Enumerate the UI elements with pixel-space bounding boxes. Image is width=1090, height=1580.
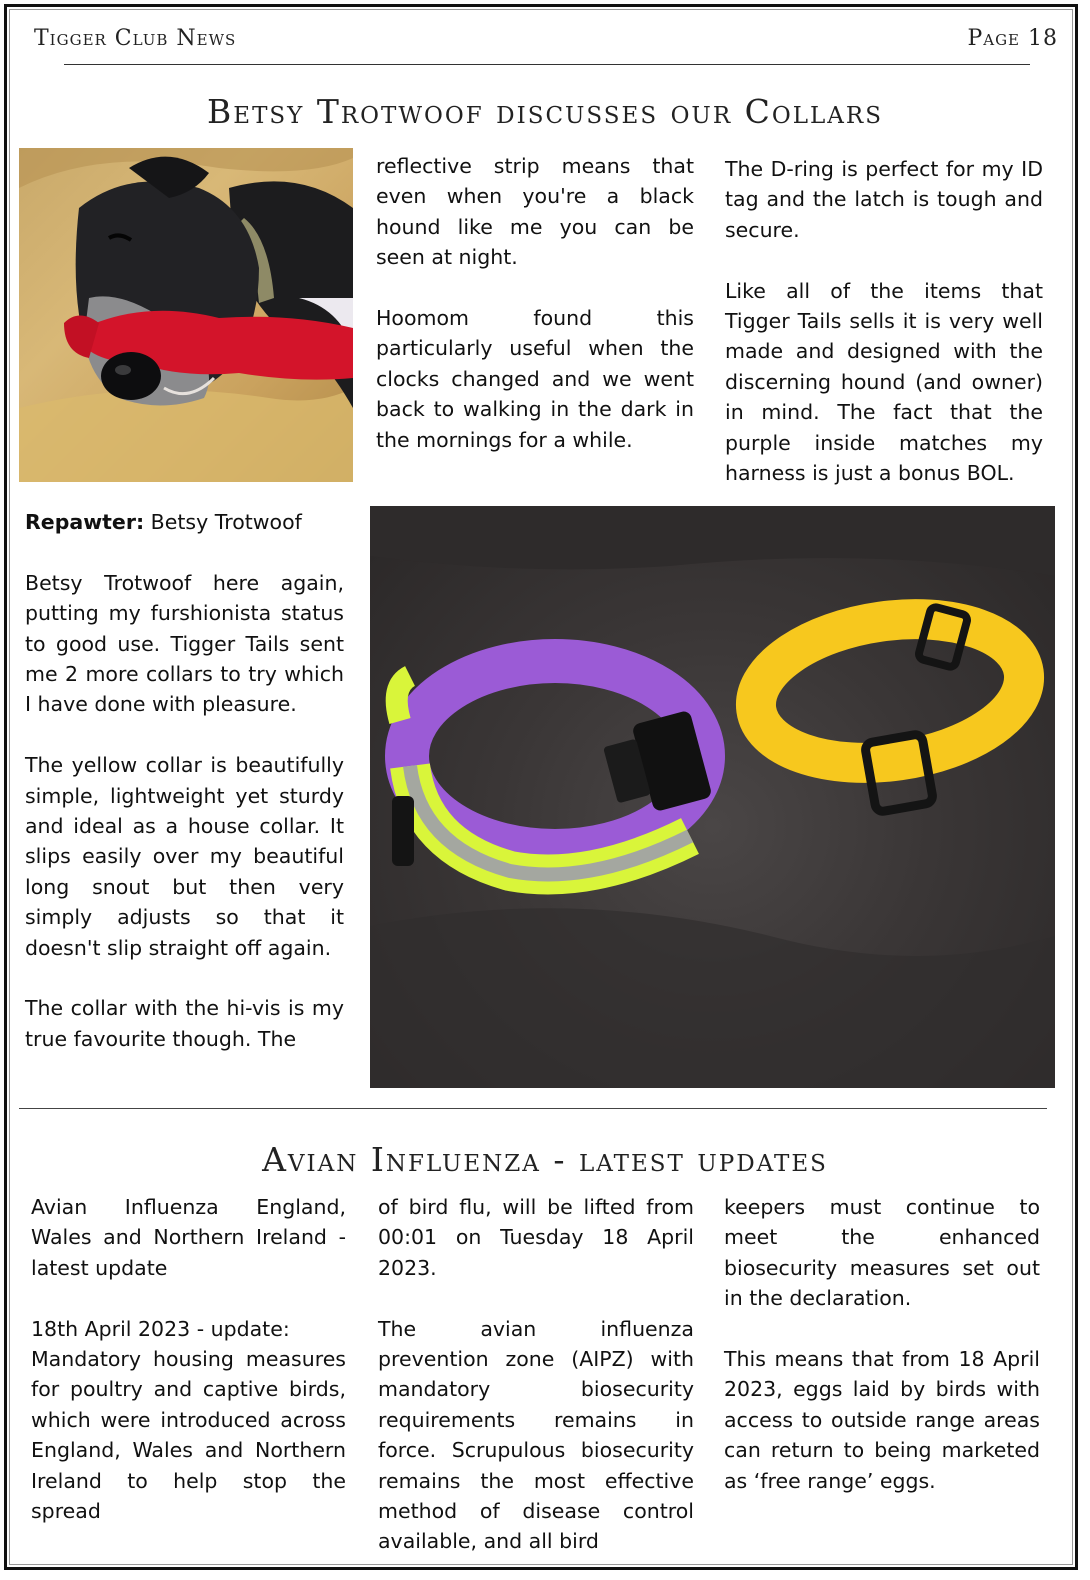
article1-column-3 (725, 154, 1043, 488)
article2-col1-para-2: 18th April 2023 - update: (31, 1316, 290, 1341)
page-number: Page 18 (967, 26, 1058, 51)
article2-column-3 (724, 1192, 1040, 1496)
article1-col1-para-2: The yellow collar is beautifully simple, lightweight yet sturdy and ideal as a house collar. It slips easily over my beautiful long snout but then very simply adjusts so that it doesn't slip straight off again. (25, 753, 344, 960)
article1-column-1 (25, 507, 344, 1054)
byline-name: Betsy Trotwoof (144, 510, 302, 534)
article2-col1-para-3: Mandatory housing measures for poultry and captive birds, which were introduced across England, Wales and Northern Ireland to help stop the spread (31, 1347, 346, 1524)
article2-column-2 (378, 1192, 694, 1557)
article2-col1-para-1: Avian Influenza England, Wales and Northern Ireland - latest update (31, 1195, 346, 1280)
article1-col1-para-3: The collar with the hi-vis is my true favourite though. The (25, 996, 344, 1051)
article1-col2-para-1: reflective strip means that even when you're a black hound like me you can be seen at night. (376, 154, 694, 270)
article2-col3-para-2: This means that from 18 April 2023, eggs laid by birds with access to outside range areas can return to being marketed as ‘free range’ eggs. (724, 1347, 1040, 1493)
article1-col2-para-2: Hoomom found this particularly useful when the clocks changed and we went back to walking in the dark in the mornings for a while. (376, 306, 694, 452)
article2-col3-para-1: keepers must continue to meet the enhanced biosecurity measures set out in the declaration. (724, 1195, 1040, 1311)
byline (25, 507, 344, 537)
article1-col3-para-1: The D-ring is perfect for my ID tag and the latch is tough and secure. (725, 157, 1043, 242)
article1-column-2 (376, 151, 694, 455)
article2-col2-para-1: of bird flu, will be lifted from 00:01 on Tuesday 18 April 2023. (378, 1195, 694, 1280)
article-headline-collars: Betsy Trotwoof discusses our Collars (207, 92, 883, 131)
article2-col2-para-2: The avian influenza prevention zone (AIPZ) with mandatory biosecurity requirements remains in force. Scrupulous biosecurity remains the most effective method of disease control available, and all bird (378, 1316, 694, 1554)
header-rule (64, 64, 1030, 65)
article1-col3-para-2: Like all of the items that Tigger Tails sells it is very well made and designed with the discerning hound (and owner) in mind. The fact that the purple inside matches my harness is just a bonus BOL. (725, 278, 1043, 486)
article2-column-1 (31, 1192, 346, 1526)
section-divider (19, 1108, 1047, 1109)
dog-photo (19, 148, 353, 482)
collars-photo (370, 506, 1055, 1088)
collars-illustration (370, 506, 1055, 1088)
article1-col1-para-1: Betsy Trotwoof here again, putting my furshionista status to good use. Tigger Tails sent me 2 more collars to try which I have done with pleasure. (25, 570, 344, 717)
article-headline-avian-influenza: Avian Influenza - latest updates (262, 1140, 828, 1179)
byline-label: Repawter: (25, 510, 145, 534)
dog-illustration (19, 148, 353, 482)
newsletter-title: Tigger Club News (34, 26, 237, 51)
